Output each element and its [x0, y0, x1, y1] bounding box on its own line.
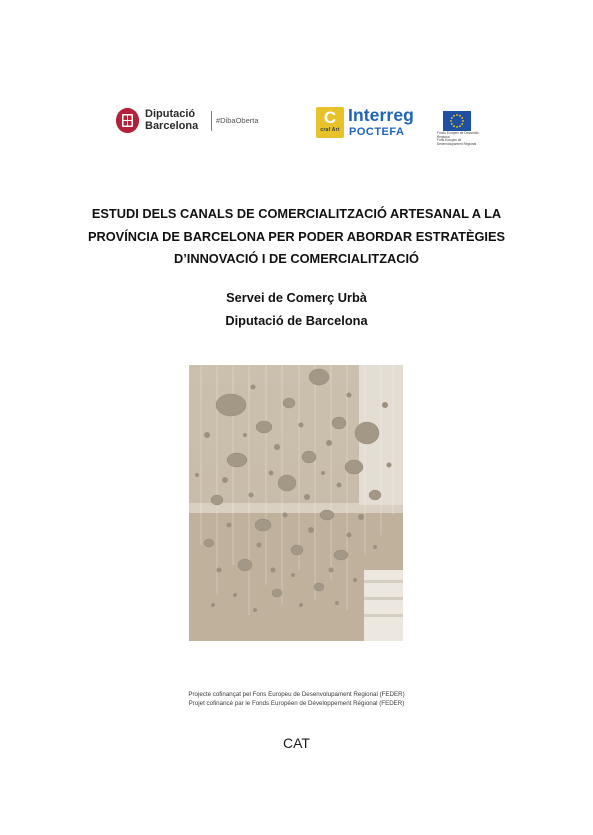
interreg-poctefa-logo: [316, 105, 479, 146]
diputacio-seal-icon: [116, 108, 139, 133]
language-code: CAT: [283, 735, 310, 751]
document-title: ESTUDI DELS CANALS DE COMERCIALITZACIÓ ARTESANAL A LA PROVÍNCIA DE BARCELONA PER PODER ABORDAR ESTRATÈGIES D’INNOVACIÓ I DE COMERCIALITZACIÓ: [87, 206, 506, 266]
craftart-c-subtext: craf Art: [320, 127, 340, 133]
craftart-c-icon: [316, 107, 344, 138]
eu-flag-icon: [443, 111, 471, 131]
eu-fund-caption: Fondo Europeo de Desarrollo Regional Fons Europeu de Desenvolupament Regional: [437, 131, 479, 146]
cover-photo: [189, 365, 403, 641]
diputacio-barcelona-logo: [116, 107, 266, 139]
funding-note: Projecte cofinançat pel Fons Europeu de Desenvolupament Regional (FEDER) Projet cofinancé par le Fonds Européen de Développement Régional (FEDER): [188, 691, 405, 708]
craftart-c-letter: C: [323, 108, 337, 127]
document-author: Servei de Comerç Urbà Diputació de Barcelona: [225, 290, 368, 328]
diputacio-hashtag: #DibaOberta: [216, 116, 259, 125]
poctefa-programme-label: POCTEFA: [349, 126, 405, 138]
logo-divider: [211, 111, 212, 131]
interreg-wordmark: Interreg: [348, 105, 414, 125]
diputacio-logo-text: Diputació Barcelona: [145, 108, 199, 132]
